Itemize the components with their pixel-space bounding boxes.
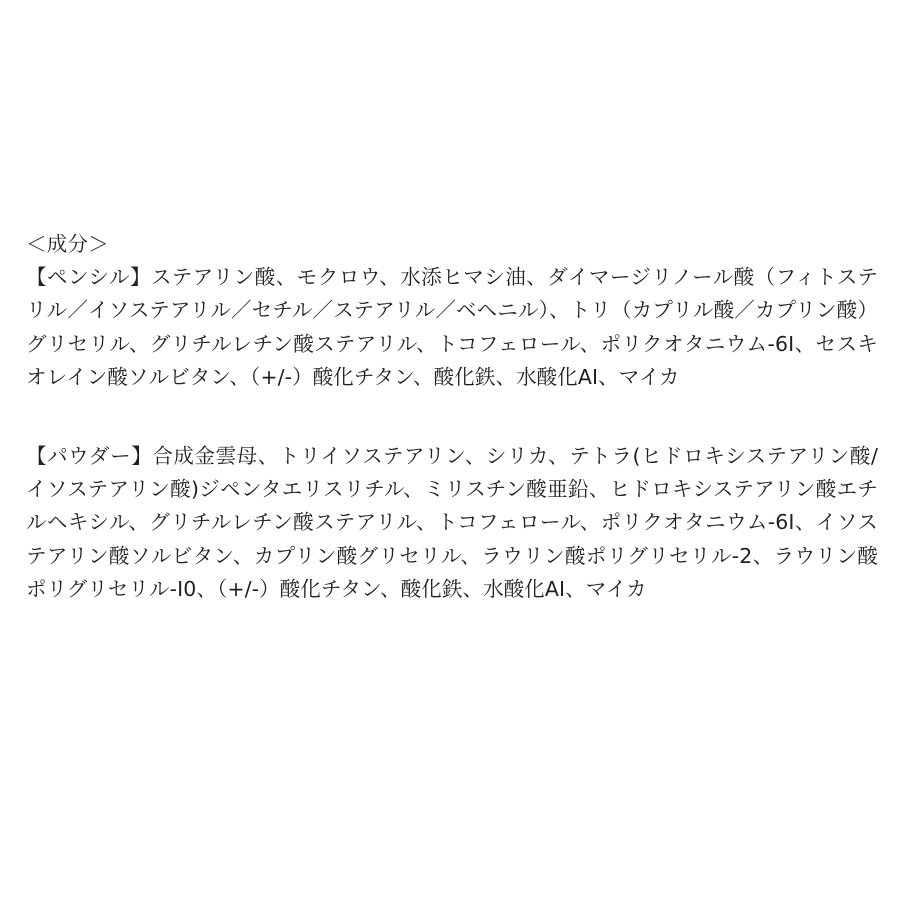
paragraph-spacer	[26, 394, 878, 440]
pencil-ingredients-paragraph: 【ペンシル】ステアリン酸、モクロウ、水添ヒマシ油、ダイマージリノール酸（フィトステリル／イソステアリル／セチル／ステアリル／ベヘニル）、トリ（カプリル酸／カプリン酸）グリセリル、グリチルレチン酸ステアリル、トコフェロール、ポリクオタニウム-6I、セスキオレイン酸ソルビタン、（+/-）酸化チタン、酸化鉄、水酸化AI、マイカ	[26, 265, 878, 389]
ingredients-heading: ＜成分＞	[26, 232, 109, 256]
ingredients-text-block	[26, 228, 878, 606]
powder-ingredients-paragraph: 【パウダー】合成金雲母、トリイソステアリン、シリカ、テトラ(ヒドロキシステアリン酸/イソステアリン酸)ジペンタエリスリチル、ミリスチン酸亜鉛、ヒドロキシステアリン酸エチルヘキシル、グリチルレチン酸ステアリル、トコフェロール、ポリクオタニウム-6I、イソステアリン酸ソルビタン、カプリン酸グリセリル、ラウリン酸ポリグリセリル-2、ラウリン酸ポリグリセリル-I0、（+/-）酸化チタン、酸化鉄、水酸化AI、マイカ	[26, 444, 878, 601]
